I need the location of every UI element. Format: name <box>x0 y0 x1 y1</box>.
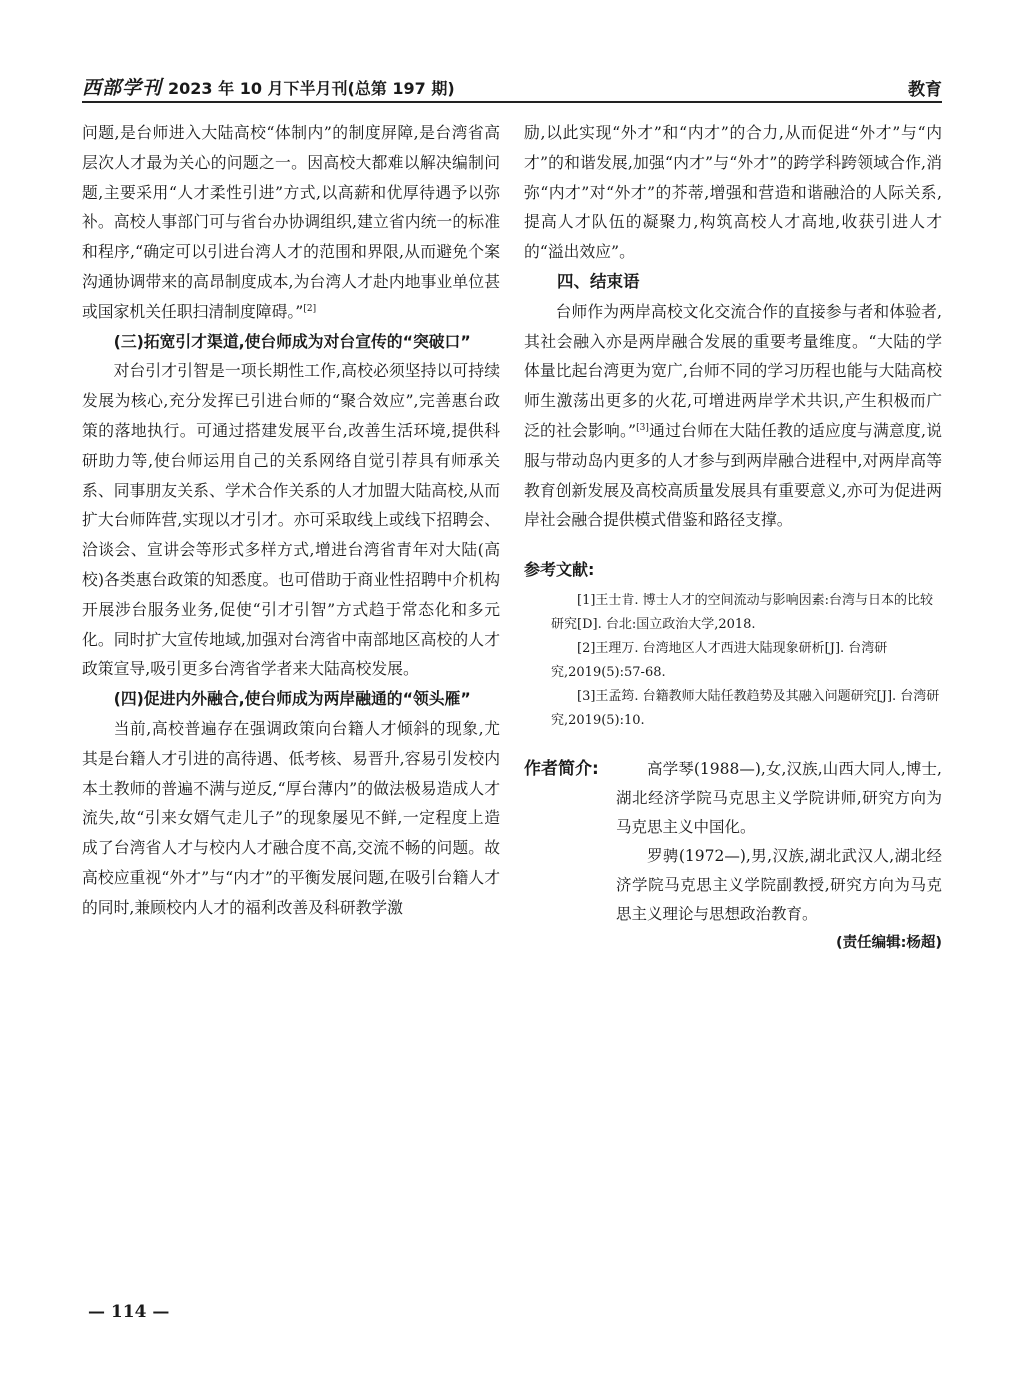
reference-item: [3]王孟筠. 台籍教师大陆任教趋势及其融入问题研究[J]. 台湾研究,2019(5):10. <box>551 689 940 729</box>
author-entry: 高学琴(1988—),女,汉族,山西大同人,博士,湖北经济学院马克思主义学院讲师,研究方向为马克思主义中国化。 <box>616 760 942 837</box>
author-body <box>616 755 942 929</box>
author-label: 作者简介: <box>524 759 599 780</box>
paragraph: 对台引才引智是一项长期性工作,高校必须坚持以可持续发展为核心,充分发挥已引进台师的“聚合效应”,完善惠台政策的落地执行。可通过搭建发展平台,改善生活环境,提供科研助力等,使台师运用自己的关系网络自觉引荐具有师承关系、同事朋友关系、学术合作关系的人才加盟大陆高校,从而扩大台师阵营,实现以才引才。亦可采取线上或线下招聘会、洽谈会、宣讲会等形式多样方式,增进台湾省青年对大陆(高校)各类惠台政策的知悉度。也可借助于商业性招聘中介机构开展涉台服务业务,促使“引才引智”方式趋于常态化和多元化。同时扩大宣传地域,加强对台湾省中南部地区高校的人才政策宣导,吸引更多台湾省学者来大陆高校发展。 <box>82 361 500 679</box>
citation: [2] <box>303 303 317 314</box>
journal-logo: 西部学刊 <box>82 77 163 99</box>
paragraph-text: 问题,是台师进入大陆高校“体制内”的制度屏障,是台湾省高层次人才最为关心的问题之一。因高校大都难以解决编制问题,主要采用“人才柔性引进”方式,以高薪和优厚待遇予以弥补。高校人事部门可与省台办协调组织,建立省内统一的标准和程序,“确定可以引进台湾人才的范围和界限,从而避免个案沟通协调带来的高昂制度成本,为台湾人才赴内地事业单位甚或国家机关任职扫清制度障碍。” <box>82 123 500 321</box>
paragraph <box>82 118 500 327</box>
subsection-heading-4: (四)促进内外融合,使台师成为两岸融通的“领头雁” <box>113 689 471 709</box>
header-rule <box>82 101 942 103</box>
section-heading-conclusion: 四、结束语 <box>557 271 640 291</box>
author-entry: 罗骋(1972—),男,汉族,湖北武汉人,湖北经济学院马克思主义学院副教授,研究方向为马克思主义理论与思想政治教育。 <box>616 847 942 924</box>
paragraph: 当前,高校普遍存在强调政策向台籍人才倾斜的现象,尤其是台籍人才引进的高待遇、低考核、易晋升,容易引发校内本土教师的普遍不满与逆反,“厚台薄内”的做法极易造成人才流失,故“引来女婿气走儿子”的现象屡见不鲜,一定程度上造成了台湾省人才与校内人才融合度不高,交流不畅的问题。故高校应重视“外才”与“内才”的平衡发展问题,在吸引台籍人才的同时,兼顾校内人才的福利改善及科研教学激 <box>82 718 500 917</box>
references-title: 参考文献: <box>524 560 595 580</box>
reference-item: [2]王理万. 台湾地区人才西进大陆现象研析[J]. 台湾研究,2019(5):57-68. <box>551 641 888 681</box>
paragraph: 励,以此实现“外才”和“内才”的合力,从而促进“外才”与“内才”的和谐发展,加强“内才”与“外才”的跨学科跨领域合作,消弥“内才”对“外才”的芥蒂,增强和营造和谐融洽的人际关系,提高人才队伍的凝聚力,构筑高校人才高地,收获引进人才的“溢出效应”。 <box>524 123 942 262</box>
subsection-heading-3: (三)拓宽引才渠道,使台师成为对台宣传的“突破口” <box>113 331 471 351</box>
page-header <box>82 70 942 100</box>
reference-item: [1]王士肯. 博士人才的空间流动与影响因素:台湾与日本的比较研究[D]. 台北:国立政治大学,2018. <box>551 593 934 633</box>
section-label: 教育 <box>908 80 942 100</box>
issue-line: 2023 年 10 月下半月刊(总第 197 期) <box>168 79 455 98</box>
editor-note: (责任编辑:杨超) <box>835 935 942 952</box>
journal-info <box>82 73 455 100</box>
left-column <box>82 118 500 923</box>
citation: [3] <box>636 422 649 433</box>
paragraph-text: 台师作为两岸高校文化交流合作的直接参与者和体验者,其社会融入亦是两岸融合发展的重要考量维度。“大陆的学体量比起台湾更为宽广,台师不同的学习历程也能与大陆高校师生激荡出更多的火花,可增进两岸学术共识,产生积极而广泛的社会影响。” <box>524 301 942 440</box>
paragraph-text: 通过台师在大陆任教的适应度与满意度,说服与带动岛内更多的人才参与到两岸融合进程中,对两岸高等教育创新发展及高校高质量发展具有重要意义,亦可为促进两岸社会融合提供模式借鉴和路径支撑。 <box>524 420 942 530</box>
paragraph <box>524 297 942 535</box>
page-number: — 114 — <box>88 1302 170 1322</box>
author-bio <box>524 755 942 929</box>
right-column <box>524 118 942 957</box>
